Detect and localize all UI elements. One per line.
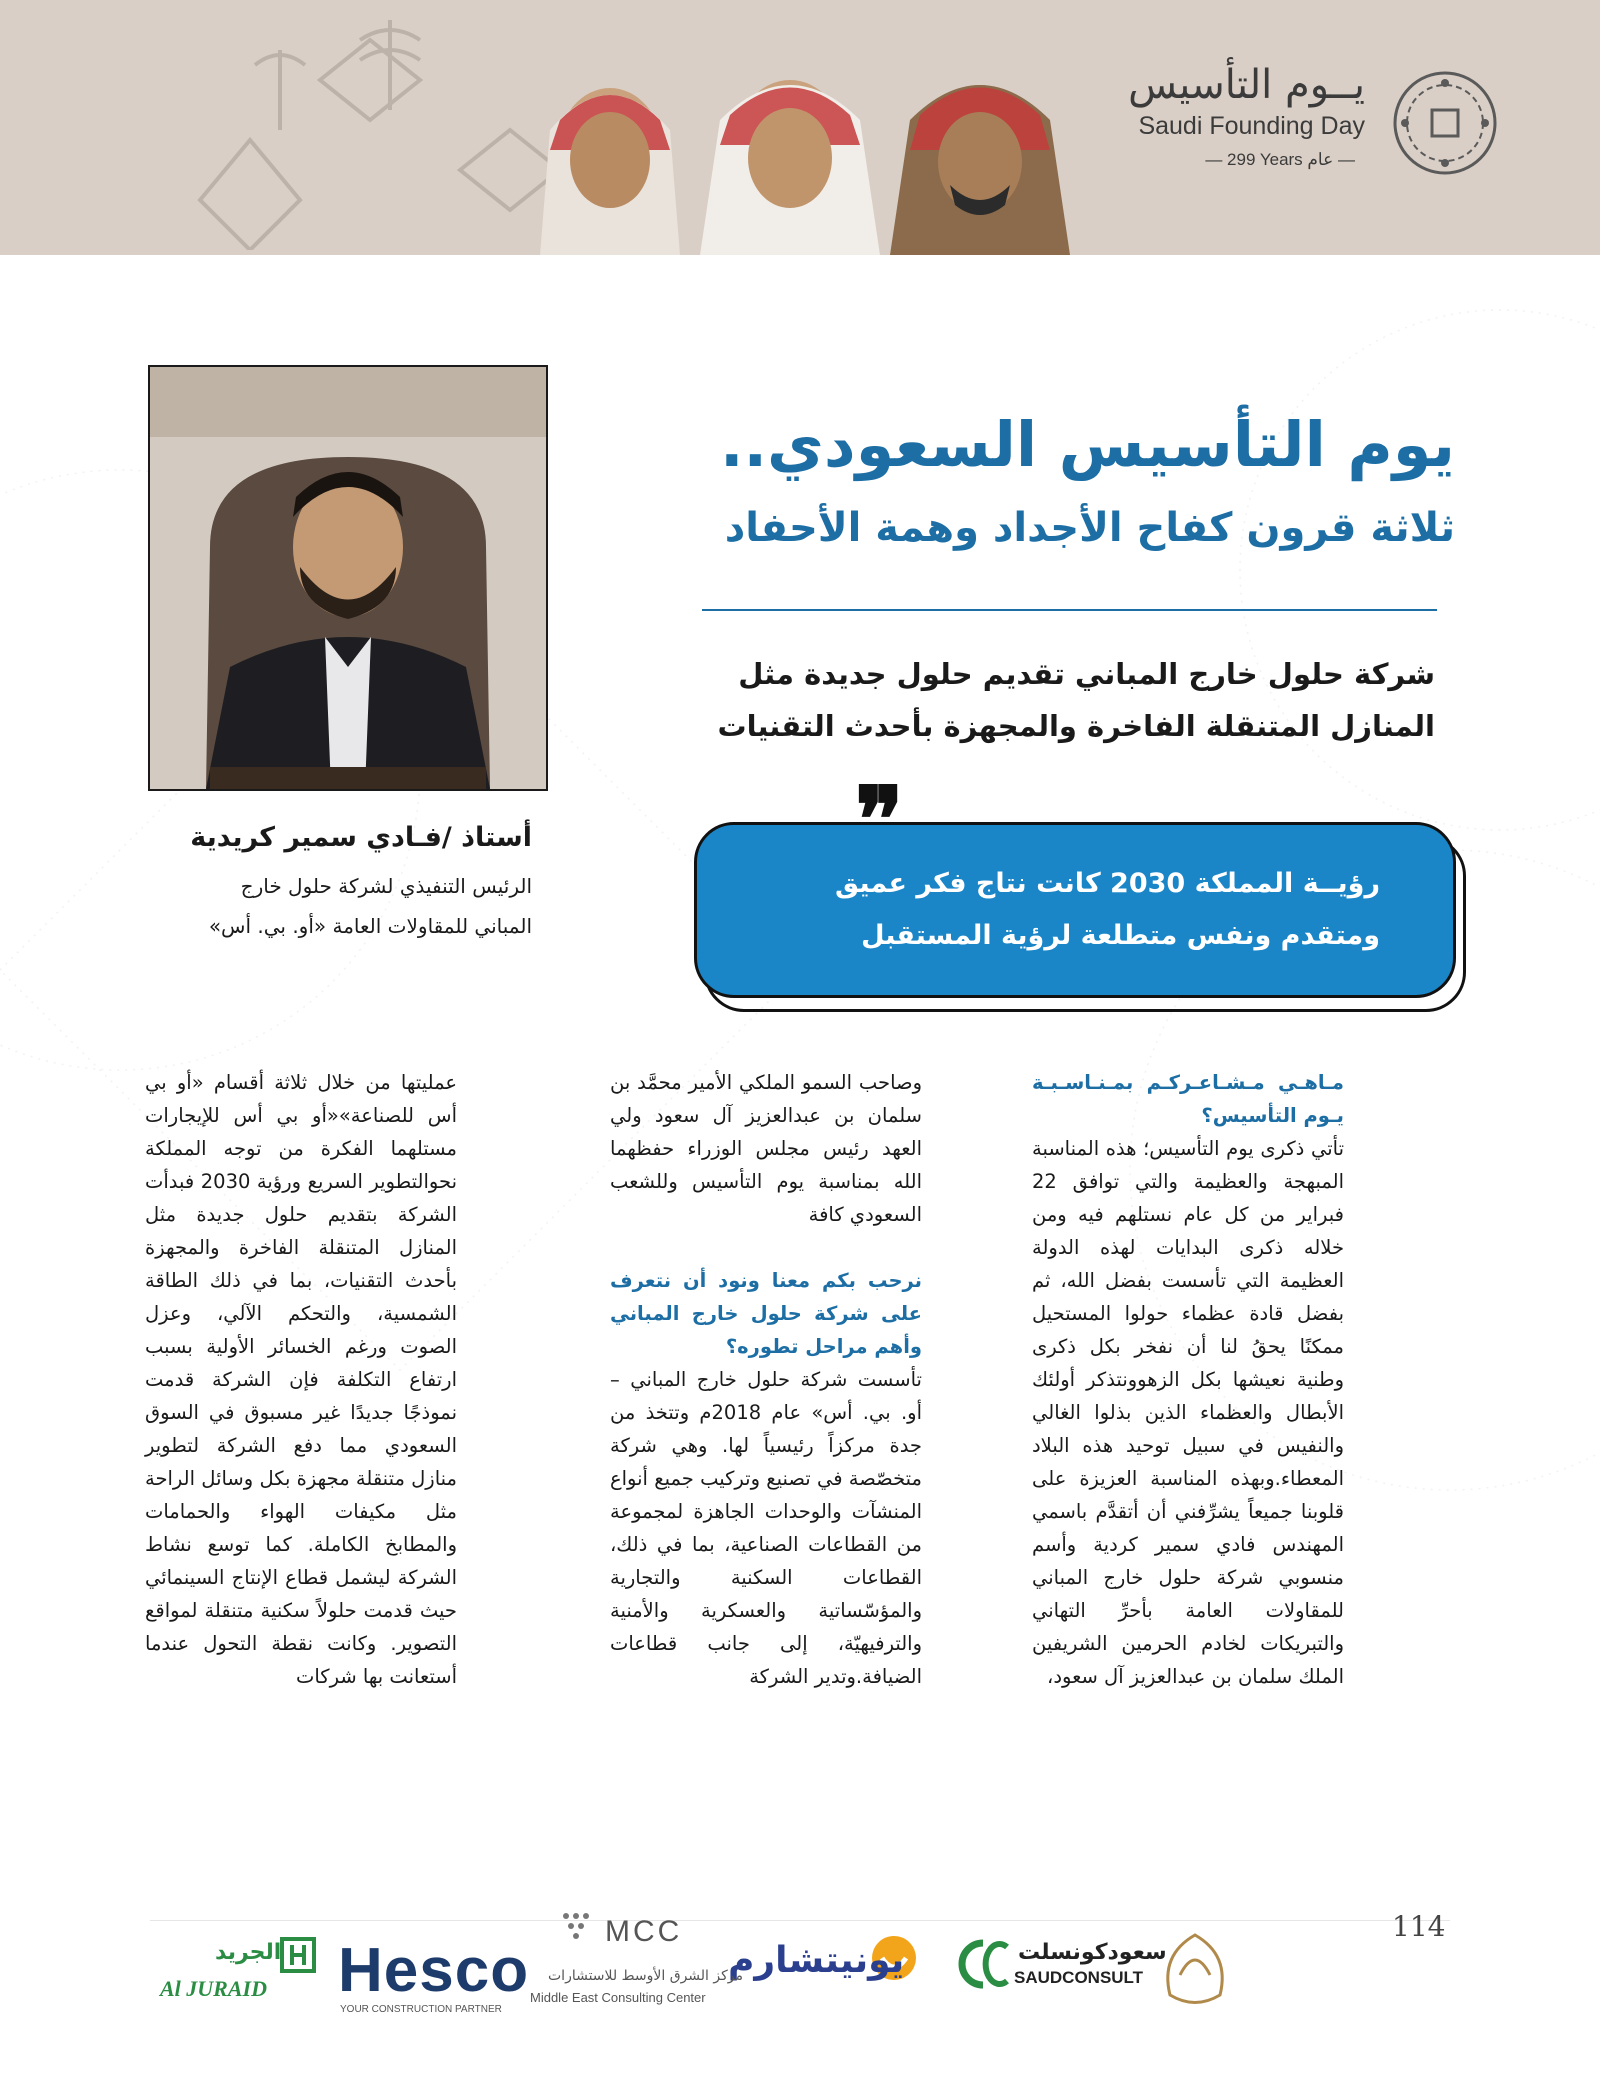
answer-1: تأتي ذكرى يوم التأسيس؛ هذه المناسبة المبهجة والعظيمة والتي توافق 22 فبراير من كل عام نستلهم فيه ومن خلاله ذكرى البدايات لهذه الدولة العظيمة التي تأسست بفضل الله، ثم بفضل قادة عظماء حولوا المستحيل ممكنًا يحقُ لنا أن نفخر بكل ذكرى وطنية نعيشها بكل الزهوونتذكر أولئك الأبطال والعظماء الذين بذلوا الغالي والنفيس في سبيل توحيد هذه البلاد المعطاء.وبهذه المناسبة العزيزة على قلوبنا جميعاً يشرِّفني أن أتقدَّم باسمي المهندس فادي سمير كردية وأسم منسوبي شركة حلول خارج المباني للمقاولات العامة بأحرِّ التهاني والتبريكات لخادم الحرمين الشريفين الملك سلمان بن عبدالعزيز آل سعود، [1032,1137,1344,1688]
saudconsult-english: SAUDCONSULT [1014,1968,1144,1987]
answer-1-continued: وصاحب السمو الملكي الأمير محمَّد بن سلمان بن عبدالعزيز آل سعود ولي العهد رئيس مجلس الوزراء حفظهما الله بمناسبة يوم التأسيس وللشعب السعودي كافة [610,1071,922,1226]
header-banner [0,0,1600,255]
column-left [145,1066,457,1693]
mcc-logo: MCC [605,1915,683,1948]
calligraphy-logo-icon [1150,1915,1240,2015]
column-middle [610,1066,922,1693]
person-title-line2: المباني للمقاولات العامة «أو. بي. أس» [208,914,532,938]
portrait-illustration [150,367,546,789]
interview-question-2: نرحب بكم معنا ونود أن نتعرف على شركة حلول خارج المباني وأهم مراحل تطوره؟ [610,1269,922,1358]
column-right [1032,1066,1344,1693]
executive-photo [148,365,548,791]
answer-2-continued: عمليتها من خلال ثلاثة أقسام «أو بي أس للصناعة»«أو بي أس للإيجارات مستلهما الفكرة من توجه المملكة نحوالتطوير السريع ورؤية 2030 فبدأت الشركة بتقديم حلول جديدة مثل المنازل المتنقلة الفاخرة والمجهزة بأحدث التقنيات، بما في ذلك الطاقة الشمسية، والتحكم الآلي، وعزل الصوت ورغم الخسائر الأولية بسبب ارتفاع التكلفة فإن الشركة قدمت نموذجًا جديدًا غير مسبوق في السوق السعودي مما دفع الشركة لتطوير منازل متنقلة مجهزة بكل وسائل الراحة مثل مكيفات الهواء والحمامات والمطابخ الكاملة. كما توسع نشاط الشركة ليشمل قطاع الإنتاج السينمائي حيث قدمت حلولاً سكنية متنقلة لمواقع التصوير. وكانت نقطة التحول عندما أستعانت بها شركات [145,1071,457,1688]
hesco-tagline: YOUR CONSTRUCTION PARTNER [340,2004,502,2015]
footer-divider [150,1920,1450,1921]
article-subtitle-headline: ثلاثة قرون كفاح الأجداد وهمة الأحفاد [724,505,1455,551]
person-title [148,866,532,946]
person-title-line1: الرئيس التنفيذي لشركة حلول خارج [240,874,532,898]
answer-2: تأسست شركة حلول خارج المباني – أو. بي. أس» عام 2018م وتتخذ من جدة مركزاً رئيسياً لها. وهي شركة متخصّصة في تصنيع وتركيب جميع أنواع المنشآت والوحدات الجاهزة لمجموعة من القطاعات الصناعية، بما في ذلك، القطاعات السكنية والتجارية والمؤسّساتية والعسكرية والأمنية والترفيهيّة، إلى جانب قطاعات الضيافة.وتدير الشركة [610,1368,923,1688]
juraid-arabic: الجريد [215,1940,282,1965]
title-divider [702,609,1437,611]
founding-day-emblem-icon [1390,68,1500,178]
founding-day-years: — 299 Years عام — [1205,150,1355,169]
unitsharm-logo: يونيتشارم [728,1940,905,1981]
article-deck [690,648,1435,752]
paragraph-gap [610,1231,922,1264]
deck-line2: المنازل المتنقلة الفاخرة والمجهزة بأحدث التقنيات [717,709,1435,743]
hesco-logo: Hesco [338,1936,530,2005]
mcc-dots-icon [560,1910,600,1950]
person-name: أستاذ /فـادي سمير كريدية [190,822,532,853]
mcc-english: Middle East Consulting Center [530,1990,706,2005]
deck-line1: شركة حلول خارج المباني تقديم حلول جديدة مثل [738,657,1435,691]
saudconsult-logo-icon [955,1935,1013,1993]
pull-quote-line1: رؤيــة المملكة 2030 كانت نتاج فكر عميق [835,868,1380,899]
quote-mark-icon: ❞ [855,767,904,873]
founding-day-arabic-brand: يــوم التأسيس [1128,62,1365,108]
leaders-portraits [520,40,1080,255]
interview-question-1: مـاهـي مـشـاعـركـم بمـنـاسـبـة يـوم التأسيس؟ [1032,1071,1344,1127]
pull-quote [730,858,1380,962]
founding-day-english-brand: Saudi Founding Day [1138,112,1365,140]
juraid-logo-icon [278,1935,318,1975]
page-number: 114 [1392,1910,1446,1943]
saudconsult-arabic: سعودكونسلت [1018,1940,1167,1965]
mcc-arabic: مركز الشرق الأوسط للاستشارات [548,1968,744,1984]
article-title: يوم التأسيس السعودي.. [719,408,1455,481]
pull-quote-line2: ومتقدم ونفس متطلعة لرؤية المستقبل [861,920,1380,951]
juraid-english: Al JURAID [160,1976,267,2001]
